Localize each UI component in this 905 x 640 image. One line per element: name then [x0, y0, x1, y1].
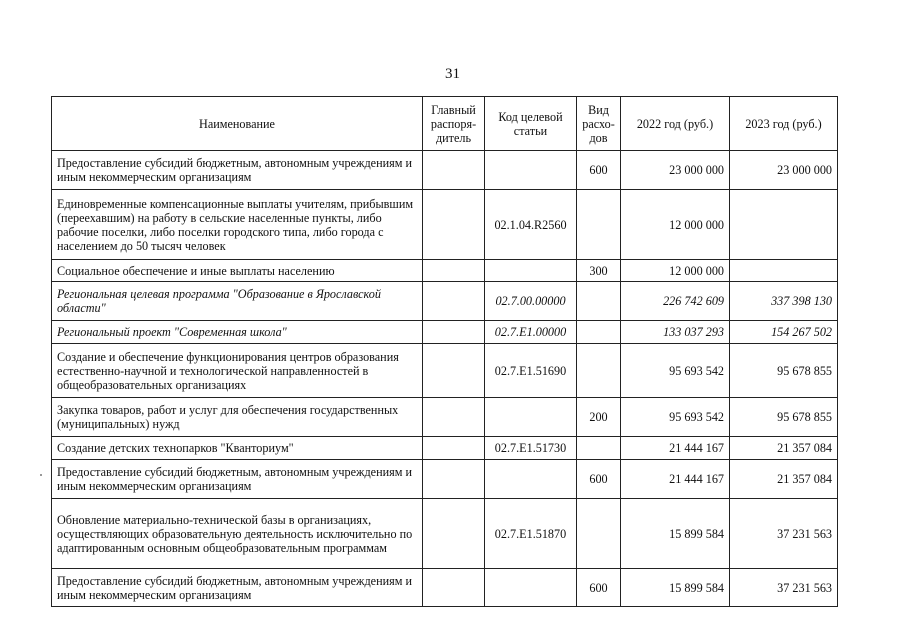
header-name: Наименование: [52, 97, 423, 151]
row-type: [577, 282, 621, 321]
row-name: Обновление материально-технической базы в организациях, осуществляющих образовательную деятельность исключительно по адаптированным основным общеобразовательным программам: [52, 499, 423, 569]
row-type: [577, 499, 621, 569]
row-2023: 95 678 855: [730, 398, 838, 437]
table-row: [52, 282, 838, 321]
row-code: 02.7.00.00000: [485, 282, 577, 321]
header-2023: 2023 год (руб.): [730, 97, 838, 151]
header-2022: 2022 год (руб.): [621, 97, 730, 151]
row-2022: 133 037 293: [621, 321, 730, 344]
row-name: Закупка товаров, работ и услуг для обеспечения государственных (муниципальных) нужд: [52, 398, 423, 437]
row-name: Предоставление субсидий бюджетным, автономным учреждениям и иным некоммерческим организациям: [52, 151, 423, 190]
page-number: 31: [445, 66, 460, 82]
row-code: 02.7.E1.51690: [485, 344, 577, 398]
row-manager: [423, 321, 485, 344]
table-row: [52, 499, 838, 569]
row-2022: 12 000 000: [621, 190, 730, 260]
row-manager: [423, 569, 485, 607]
table-row: [52, 321, 838, 344]
table-row: [52, 190, 838, 260]
scan-speck: [40, 474, 42, 476]
row-2023: 21 357 084: [730, 460, 838, 499]
row-2023: 95 678 855: [730, 344, 838, 398]
row-2022: 15 899 584: [621, 499, 730, 569]
row-name: Региональная целевая программа "Образование в Ярославской области": [52, 282, 423, 321]
row-manager: [423, 344, 485, 398]
header-type: Вид расхо-дов: [577, 97, 621, 151]
row-name: Единовременные компенсационные выплаты учителям, прибывшим (переехавшим) на работу в сельские населенные пункты, либо рабочие поселки, либо поселки городского типа, либо города с населением до 50 тысяч человек: [52, 190, 423, 260]
row-code: [485, 398, 577, 437]
table-row: [52, 260, 838, 282]
row-type: [577, 344, 621, 398]
row-type: [577, 437, 621, 460]
row-2022: 226 742 609: [621, 282, 730, 321]
row-code: [485, 569, 577, 607]
row-2022: 12 000 000: [621, 260, 730, 282]
row-manager: [423, 190, 485, 260]
row-name: Создание и обеспечение функционирования центров образования естественно-научной и технологической направленностей в общеобразовательных организациях: [52, 344, 423, 398]
row-type: 200: [577, 398, 621, 437]
row-manager: [423, 282, 485, 321]
row-type: 600: [577, 460, 621, 499]
row-code: 02.7.E1.00000: [485, 321, 577, 344]
row-manager: [423, 151, 485, 190]
row-type: [577, 190, 621, 260]
row-name: Создание детских технопарков "Кванториум": [52, 437, 423, 460]
row-manager: [423, 260, 485, 282]
row-code: [485, 460, 577, 499]
row-2022: 95 693 542: [621, 344, 730, 398]
row-2023: 337 398 130: [730, 282, 838, 321]
row-2022: 21 444 167: [621, 460, 730, 499]
row-2023: 37 231 563: [730, 569, 838, 607]
table-row: [52, 569, 838, 607]
row-type: 600: [577, 151, 621, 190]
row-manager: [423, 460, 485, 499]
row-name: Социальное обеспечение и иные выплаты населению: [52, 260, 423, 282]
row-2023: [730, 190, 838, 260]
row-code: 02.7.E1.51730: [485, 437, 577, 460]
row-code: [485, 151, 577, 190]
budget-table: [51, 96, 838, 607]
row-code: [485, 260, 577, 282]
table-row: [52, 437, 838, 460]
row-manager: [423, 398, 485, 437]
row-2023: 154 267 502: [730, 321, 838, 344]
row-2023: 21 357 084: [730, 437, 838, 460]
table-row: [52, 344, 838, 398]
row-2022: 15 899 584: [621, 569, 730, 607]
table-row: [52, 151, 838, 190]
row-2023: [730, 260, 838, 282]
table-row: [52, 398, 838, 437]
row-2022: 21 444 167: [621, 437, 730, 460]
row-type: 600: [577, 569, 621, 607]
row-2023: 23 000 000: [730, 151, 838, 190]
row-2023: 37 231 563: [730, 499, 838, 569]
header-code: Код целевой статьи: [485, 97, 577, 151]
table-row: [52, 460, 838, 499]
row-manager: [423, 499, 485, 569]
row-name: Предоставление субсидий бюджетным, автономным учреждениям и иным некоммерческим организациям: [52, 460, 423, 499]
table-header-row: [52, 97, 838, 151]
row-type: 300: [577, 260, 621, 282]
row-type: [577, 321, 621, 344]
row-2022: 95 693 542: [621, 398, 730, 437]
header-manager: Главный распоря-дитель: [423, 97, 485, 151]
row-name: Предоставление субсидий бюджетным, автономным учреждениям и иным некоммерческим организациям: [52, 569, 423, 607]
row-2022: 23 000 000: [621, 151, 730, 190]
row-manager: [423, 437, 485, 460]
row-code: 02.1.04.R2560: [485, 190, 577, 260]
row-name: Региональный проект "Современная школа": [52, 321, 423, 344]
row-code: 02.7.E1.51870: [485, 499, 577, 569]
